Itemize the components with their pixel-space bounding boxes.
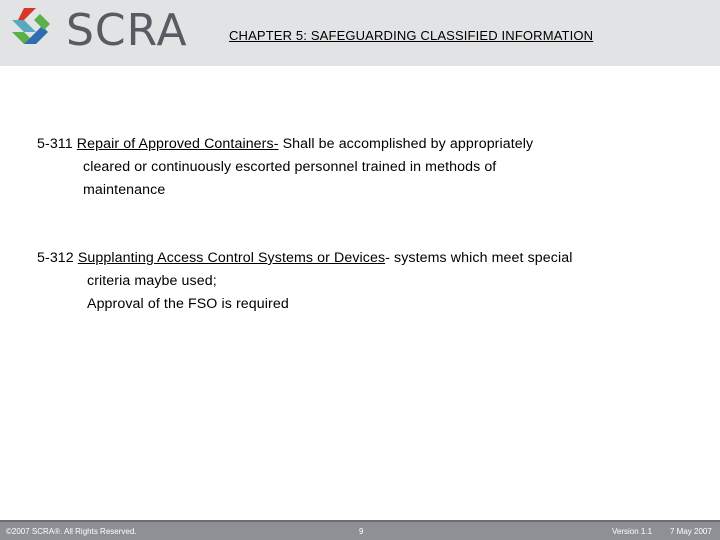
section-first-line xyxy=(37,247,697,270)
footer-date: 7 May 2007 xyxy=(670,527,712,536)
footer-bar xyxy=(0,520,720,540)
section-line: cleared or continuously escorted personnel trained in methods of xyxy=(83,159,497,175)
section-line: Shall be accomplished by appropriately xyxy=(282,136,534,152)
section-5-312 xyxy=(37,247,697,316)
footer-copyright: ©2007 SCRA®. All Rights Reserved. xyxy=(6,527,137,536)
logo-text: SCRA xyxy=(66,5,188,56)
section-5-311 xyxy=(37,133,697,202)
section-line: Approval of the FSO is required xyxy=(87,296,289,312)
section-heading: Repair of Approved Containers- xyxy=(76,136,279,152)
footer-page-number: 9 xyxy=(359,527,364,536)
section-number: 5-312 xyxy=(37,250,74,266)
chapter-title: CHAPTER 5: SAFEGUARDING CLASSIFIED INFORMATION xyxy=(229,28,594,43)
header-bar xyxy=(0,0,720,66)
section-number: 5-311 xyxy=(37,136,73,152)
section-line: maintenance xyxy=(83,182,166,198)
section-first-line xyxy=(37,133,697,156)
section-line: criteria maybe used; xyxy=(87,273,217,289)
scra-logo-icon xyxy=(10,6,62,54)
section-line: - systems which meet special xyxy=(385,250,573,266)
scra-logo xyxy=(10,6,190,56)
section-heading: Supplanting Access Control Systems or Devices xyxy=(77,250,386,266)
footer-version: Version 1.1 xyxy=(612,527,653,536)
